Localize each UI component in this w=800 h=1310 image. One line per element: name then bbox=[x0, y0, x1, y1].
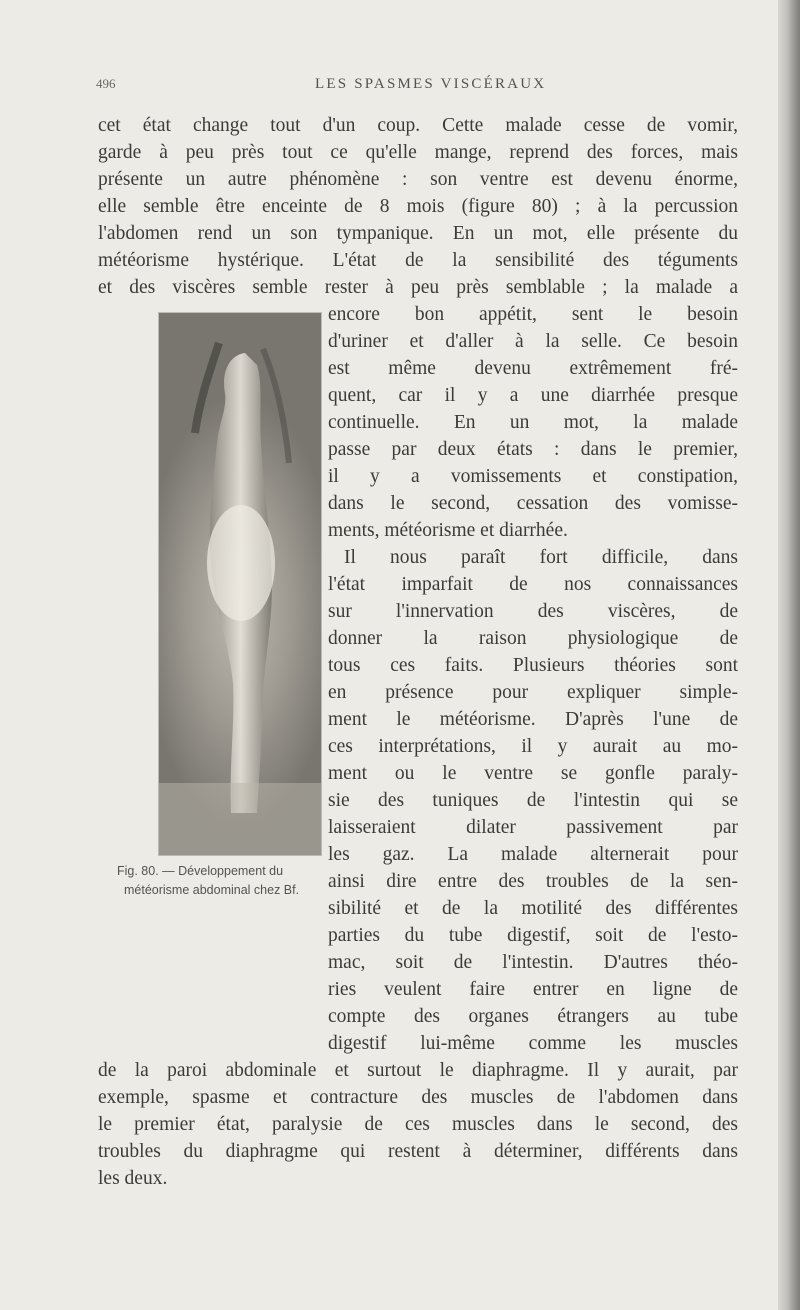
text-line: ries veulent faire entrer en ligne de bbox=[328, 979, 738, 1000]
text-line: sibilité et de la motilité des différentes bbox=[328, 898, 738, 919]
text-line: ment le météorisme. D'après l'une de bbox=[328, 709, 738, 730]
text-line: sur l'innervation des viscères, de bbox=[328, 601, 738, 622]
text-line: laisseraient dilater passivement par bbox=[328, 817, 738, 838]
page-number: 496 bbox=[96, 76, 116, 91]
text-line: mac, soit de l'intestin. D'autres théo- bbox=[328, 952, 738, 973]
text-line: est même devenu extrêmement fré- bbox=[328, 358, 738, 379]
text-line: Il nous paraît fort difficile, dans bbox=[344, 547, 738, 568]
text-line: dans le second, cessation des vomisse- bbox=[328, 493, 738, 514]
text-line: d'uriner et d'aller à la selle. Ce besoin bbox=[328, 331, 738, 352]
text-line: quent, car il y a une diarrhée presque bbox=[328, 385, 738, 406]
text-line: parties du tube digestif, soit de l'esto- bbox=[328, 925, 738, 946]
text-line: les gaz. La malade alternerait pour bbox=[328, 844, 738, 865]
text-line: en présence pour expliquer simple- bbox=[328, 682, 738, 703]
text-line: encore bon appétit, sent le besoin bbox=[328, 304, 738, 325]
text-line: le premier état, paralysie de ces muscles dans le second, des bbox=[98, 1114, 738, 1135]
patient-silhouette bbox=[159, 313, 321, 855]
text-line: exemple, spasme et contracture des muscles de l'abdomen dans bbox=[98, 1087, 738, 1108]
text-line: météorisme hystérique. L'état de la sensibilité des téguments bbox=[98, 250, 738, 271]
text-line: ment ou le ventre se gonfle paraly- bbox=[328, 763, 738, 784]
text-line: ments, météorisme et diarrhée. bbox=[328, 520, 568, 541]
text-line: cet état change tout d'un coup. Cette malade cesse de vomir, bbox=[98, 115, 738, 136]
text-line: et des viscères semble rester à peu près semblable ; la malade a bbox=[98, 277, 738, 298]
text-line: de la paroi abdominale et surtout le diaphragme. Il y aurait, par bbox=[98, 1060, 738, 1081]
figure-caption: Fig. 80. — Développement du bbox=[117, 864, 284, 878]
figure-photograph bbox=[158, 312, 322, 856]
text-line: garde à peu près tout ce qu'elle mange, reprend des forces, mais bbox=[98, 142, 738, 163]
page-edge-shadow bbox=[778, 0, 800, 1310]
text-line: il y a vomissements et constipation, bbox=[328, 466, 738, 487]
text-line: continuelle. En un mot, la malade bbox=[328, 412, 738, 433]
text-line: l'état imparfait de nos connaissances bbox=[328, 574, 738, 595]
text-line: les deux. bbox=[98, 1168, 168, 1189]
running-title: LES SPASMES VISCÉRAUX bbox=[315, 76, 547, 92]
text-line: tous ces faits. Plusieurs théories sont bbox=[328, 655, 738, 676]
text-line: l'abdomen rend un son tympanique. En un mot, elle présente du bbox=[98, 223, 738, 244]
page-header bbox=[0, 76, 800, 100]
text-line: elle semble être enceinte de 8 mois (figure 80) ; à la percussion bbox=[98, 196, 738, 217]
text-line: ces interprétations, il y aurait au mo- bbox=[328, 736, 738, 757]
text-line: compte des organes étrangers au tube bbox=[328, 1006, 738, 1027]
text-line: sie des tuniques de l'intestin qui se bbox=[328, 790, 738, 811]
text-line: donner la raison physiologique de bbox=[328, 628, 738, 649]
text-line: présente un autre phénomène : son ventre est devenu énorme, bbox=[98, 169, 738, 190]
text-line: passe par deux états : dans le premier, bbox=[328, 439, 738, 460]
text-line: ainsi dire entre des troubles de la sen- bbox=[328, 871, 738, 892]
text-line: digestif lui-même comme les muscles bbox=[328, 1033, 738, 1054]
text-line: troubles du diaphragme qui restent à déterminer, différents dans bbox=[98, 1141, 738, 1162]
figure-caption: météorisme abdominal chez Bf. bbox=[124, 883, 300, 897]
